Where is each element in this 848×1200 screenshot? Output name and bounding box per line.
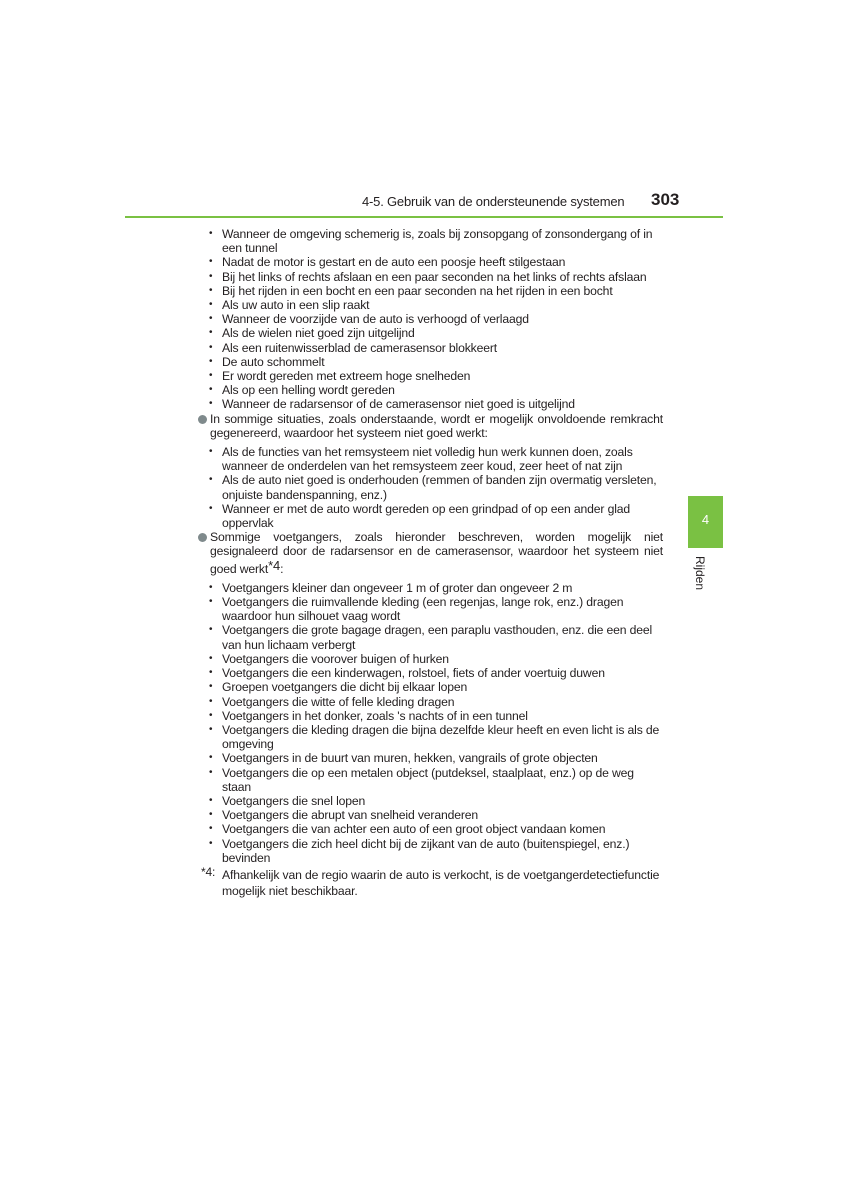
list-item: • Voetgangers in de buurt van muren, hekken, vangrails of grote objecten bbox=[198, 751, 663, 765]
list-item: • Voetgangers kleiner dan ongeveer 1 m of groter dan ongeveer 2 m bbox=[198, 581, 663, 595]
list-item: • Voetgangers die snel lopen bbox=[198, 794, 663, 808]
list-item: • Als de auto niet goed is onderhouden (remmen of banden zijn overmatig versleten, onjuiste bandenspanning, enz.) bbox=[198, 473, 663, 501]
list-item: • Bij het rijden in een bocht en een paar seconden na het rijden in een bocht bbox=[198, 284, 663, 298]
list-item: • Voetgangers die zich heel dicht bij de zijkant van de auto (buitenspiegel, enz.) bevinden bbox=[198, 837, 663, 865]
note-paragraph-text: Sommige voetgangers, zoals hieronder beschreven, worden mogelijk niet gesignaleerd door de radarsensor en de camerasensor, waardoor het systeem niet goed werkt bbox=[210, 530, 663, 576]
bullet-list-conditions bbox=[198, 227, 663, 412]
list-item: • Voetgangers die kleding dragen die bijna dezelfde kleur heeft en even licht is als de omgeving bbox=[198, 723, 663, 751]
list-item: • Voetgangers die een kinderwagen, rolstoel, fiets of ander voertuig duwen bbox=[198, 666, 663, 680]
list-item: • Voetgangers die van achter een auto of een groot object vandaan komen bbox=[198, 822, 663, 836]
footnote bbox=[198, 864, 663, 899]
list-item: • Voetgangers die grote bagage dragen, een paraplu vasthouden, enz. die een deel van hun lichaam verbergt bbox=[198, 623, 663, 651]
page-number: 303 bbox=[651, 190, 680, 209]
bullet-list-pedestrians bbox=[198, 581, 663, 865]
list-item: • Wanneer de omgeving schemerig is, zoals bij zonsopgang of zonsondergang of in een tunnel bbox=[198, 227, 663, 255]
list-item: • Voetgangers die witte of felle kleding dragen bbox=[198, 695, 663, 709]
paragraph-suffix: : bbox=[280, 561, 284, 576]
list-item: • Wanneer de voorzijde van de auto is verhoogd of verlaagd bbox=[198, 312, 663, 326]
list-item: • Als de wielen niet goed zijn uitgelijnd bbox=[198, 326, 663, 340]
note-paragraph-text: In sommige situaties, zoals onderstaande, wordt er mogelijk onvoldoende remkracht gegenereerd, waardoor het systeem niet goed werkt: bbox=[210, 411, 663, 440]
list-item: • Er wordt gereden met extreem hoge snelheden bbox=[198, 369, 663, 383]
list-item: • Voetgangers die op een metalen object (putdeksel, staalplaat, enz.) op de weg staan bbox=[198, 766, 663, 794]
chapter-label: Rijden bbox=[693, 556, 707, 591]
note-paragraph-pedestrians bbox=[198, 530, 663, 576]
list-item: • Bij het links of rechts afslaan en een paar seconden na het links of rechts afslaan bbox=[198, 270, 663, 284]
list-item: • Wanneer de radarsensor of de camerasensor niet goed is uitgelijnd bbox=[198, 397, 663, 411]
list-item: • Voetgangers die ruimvallende kleding (een regenjas, lange rok, enz.) dragen waardoor hun silhouet vaag wordt bbox=[198, 595, 663, 623]
list-item: • Als een ruitenwisserblad de camerasensor blokkeert bbox=[198, 341, 663, 355]
section-title: 4-5. Gebruik van de ondersteunende systemen bbox=[362, 194, 625, 209]
bullet-dot-icon bbox=[198, 533, 207, 542]
header-rule bbox=[125, 216, 723, 218]
list-item: • Nadat de motor is gestart en de auto een poosje heeft stilgestaan bbox=[198, 255, 663, 269]
note-paragraph-braking bbox=[198, 412, 663, 440]
list-item: • Als de functies van het remsysteem niet volledig hun werk kunnen doen, zoals wanneer de onderdelen van het remsysteem zeer koud, zeer heet of nat zijn bbox=[198, 445, 663, 473]
list-item: • Wanneer er met de auto wordt gereden op een grindpad of op een ander glad oppervlak bbox=[198, 502, 663, 530]
list-item: • Voetgangers die abrupt van snelheid veranderen bbox=[198, 808, 663, 822]
page-content bbox=[198, 227, 663, 899]
list-item: • De auto schommelt bbox=[198, 355, 663, 369]
list-item: • Als op een helling wordt gereden bbox=[198, 383, 663, 397]
footnote-reference: *4 bbox=[268, 557, 281, 573]
footnote-mark: *4: bbox=[201, 864, 216, 879]
chapter-tab: 4 bbox=[688, 496, 723, 548]
list-item: • Groepen voetgangers die dicht bij elkaar lopen bbox=[198, 680, 663, 694]
list-item: • Voetgangers die voorover buigen of hurken bbox=[198, 652, 663, 666]
bullet-list-braking bbox=[198, 445, 663, 530]
list-item: • Voetgangers in het donker, zoals 's nachts of in een tunnel bbox=[198, 709, 663, 723]
bullet-dot-icon bbox=[198, 415, 207, 424]
list-item: • Als uw auto in een slip raakt bbox=[198, 298, 663, 312]
footnote-text: Afhankelijk van de regio waarin de auto is verkocht, is de voetgangerdetectiefunctie mogelijk niet beschikbaar. bbox=[222, 867, 660, 898]
